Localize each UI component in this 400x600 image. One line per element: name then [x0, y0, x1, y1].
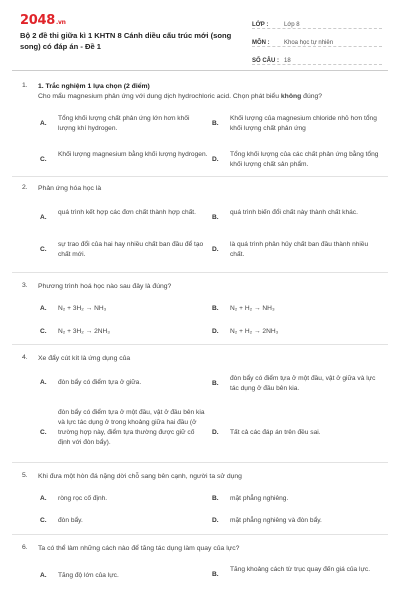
question-number: 4.	[22, 354, 28, 361]
question-separator	[12, 534, 388, 535]
option-text: đòn bẩy có điểm tựa ở giữa.	[58, 379, 142, 386]
meta-subject: MÔN : Khoa học tự nhiên	[252, 33, 382, 47]
question-number: 1.	[22, 82, 28, 89]
option-text: Tổng khối lượng chất phản ứng lớn hơn khối lượng khí hydrogen.	[58, 115, 190, 132]
page-header	[0, 0, 400, 68]
site-logo[interactable]: 2048.vn	[20, 13, 66, 28]
option-letter: C.	[40, 328, 47, 335]
option-text: mặt phẳng nghiêng và đòn bẩy.	[230, 517, 322, 524]
option-letter: B.	[212, 120, 219, 127]
option-text: quá trình biến đổi chất này thành chất khác.	[230, 209, 358, 216]
question-separator	[12, 176, 388, 177]
question-text: Khi đưa một hòn đá nặng dời chỗ sang bên cạnh, người ta sử dụng	[38, 473, 242, 480]
option-letter: D.	[212, 156, 219, 163]
option-letter: B.	[212, 214, 219, 221]
question-text: Xe đẩy cút kít là ứng dụng của	[38, 355, 131, 362]
meta-class: LỚP : Lớp 8	[252, 15, 382, 29]
option-letter: A.	[40, 120, 47, 127]
option-letter: C.	[40, 517, 47, 524]
question-text: Phản ứng hóa học là	[38, 185, 102, 192]
exam-meta	[252, 15, 382, 69]
option-letter: B.	[212, 571, 219, 578]
option-text: mặt phẳng nghiêng.	[230, 495, 289, 502]
option-text: N₂ + 3H₂ → 2NH₃	[58, 328, 110, 335]
question-separator	[12, 462, 388, 463]
option-text: sự trao đổi của hai hay nhiều chất ban đầu để tạo chất mới.	[58, 241, 204, 258]
option-text: đòn bẩy có điểm tựa ở một đầu, vật ở giữa và lực tác dụng ở đầu bên kia.	[230, 375, 376, 392]
question-number: 6.	[22, 544, 28, 551]
question-number: 3.	[22, 282, 28, 289]
option-text: Tăng khoảng cách từ trục quay đến giá của lực.	[230, 566, 371, 573]
option-letter: A.	[40, 305, 47, 312]
option-text: đòn bẩy có điểm tựa ở một đầu, vật ở đầu bên kia và lực tác dụng ở trong khoảng giữa hai đầu (ở trường hợp này, điểm tựa thường được giữ cố định với đòn bẩy).	[58, 409, 205, 446]
question-separator	[12, 272, 388, 273]
question-separator	[12, 344, 388, 345]
option-letter: A.	[40, 214, 47, 221]
option-letter: D.	[212, 328, 219, 335]
option-letter: B.	[212, 495, 219, 502]
option-text: ròng rọc cố định.	[58, 495, 108, 502]
option-letter: B.	[212, 305, 219, 312]
option-letter: A.	[40, 379, 47, 386]
option-letter: C.	[40, 429, 47, 436]
option-letter: C.	[40, 246, 47, 253]
question-text: 1. Trắc nghiệm 1 lựa chọn (2 điểm) Cho mẩu magnesium phản ứng với dung dịch hydrochloric acid. Chọn phát biểu không đúng?	[38, 82, 378, 102]
option-letter: A.	[40, 495, 47, 502]
header-divider	[12, 70, 388, 71]
section-heading: 1. Trắc nghiệm 1 lựa chọn (2 điểm)	[38, 83, 150, 90]
option-text: Tăng độ lớn của lực.	[58, 572, 119, 579]
option-letter: B.	[212, 380, 219, 387]
option-text: Khối lượng của magnesium chloride nhỏ hơn tổng khối lượng chất phản ứng	[230, 115, 377, 132]
meta-question-count: SỐ CÂU : 18	[252, 51, 382, 65]
option-text: là quá trình phân hủy chất ban đầu thành nhiều chất.	[230, 241, 369, 258]
option-letter: C.	[40, 156, 47, 163]
option-text: đòn bẩy.	[58, 517, 83, 524]
option-letter: A.	[40, 572, 47, 579]
option-text: N₂ + H₂ → 2NH₃	[230, 328, 279, 335]
option-text: N₂ + H₂ → NH₃	[230, 305, 275, 312]
option-letter: D.	[212, 429, 219, 436]
option-letter: D.	[212, 246, 219, 253]
question-number: 5.	[22, 472, 28, 479]
option-text: Khối lượng magnesium bằng khối lượng hydrogen.	[58, 151, 208, 158]
option-text: Tất cả các đáp án trên đều sai.	[230, 429, 321, 436]
page-title: Bộ 2 đề thi giữa kì 1 KHTN 8 Cánh diều cấu trúc mới (song song) có đáp án - Đề 1	[20, 31, 232, 51]
question-number: 2.	[22, 184, 28, 191]
question-text: Phương trình hoá học nào sau đây là đúng?	[38, 283, 172, 290]
option-letter: D.	[212, 517, 219, 524]
option-text: quá trình kết hợp các đơn chất thành hợp chất.	[58, 209, 196, 216]
option-text: N₂ + 3H₂ → NH₃	[58, 305, 107, 312]
option-text: Tổng khối lượng của các chất phản ứng bằng tổng khối lượng chất sản phẩm.	[230, 151, 379, 168]
question-text: Ta có thể làm những cách nào để tăng tác dụng làm quay của lực?	[38, 545, 240, 552]
